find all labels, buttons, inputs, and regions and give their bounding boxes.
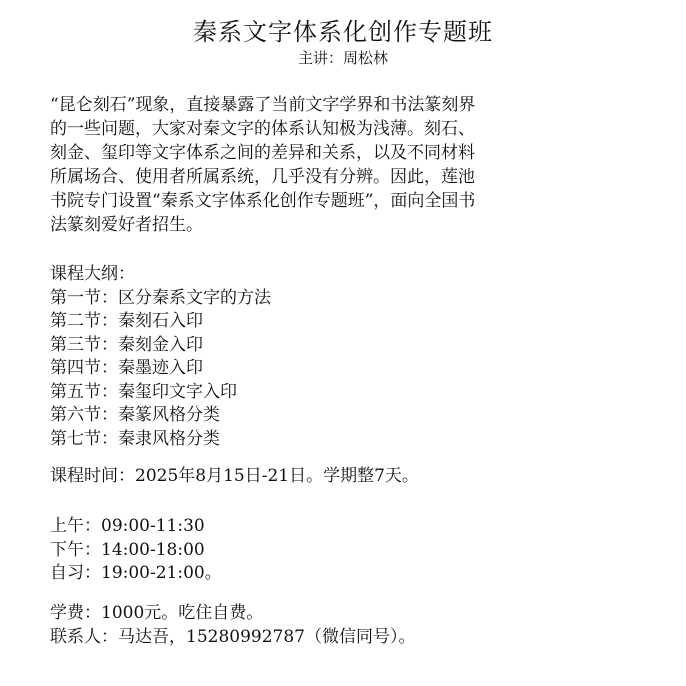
fees-contact <box>50 602 415 649</box>
intro-line: 法篆刻爱好者招生。 <box>50 215 203 235</box>
schedule-self-study: 自习：19:00-21:00。 <box>50 563 222 583</box>
contact-text: 联系人：马达吾，15280992787（微信同号）。 <box>50 626 416 647</box>
syllabus <box>50 263 271 451</box>
syllabus-section: 第二节：秦刻石入印 <box>50 311 203 331</box>
intro-line: 书院专门设置“秦系文字体系化创作专题班”，面向全国书 <box>50 191 476 211</box>
syllabus-section: 第四节：秦墨迹入印 <box>50 358 203 378</box>
intro-line: 所属场合、使用者所属系统，几乎没有分辨。因此，莲池 <box>50 167 475 187</box>
intro-line: 刻金、玺印等文字体系之间的差异和关系，以及不同材料 <box>50 143 475 163</box>
intro-paragraph <box>50 93 610 237</box>
tuition-text: 学费：1000元。吃住自费。 <box>50 603 264 623</box>
schedule-morning: 上午：09:00-11:30 <box>50 516 205 536</box>
syllabus-section: 第三节：秦刻金入印 <box>50 334 203 355</box>
page-title: 秦系文字体系化创作专题班 <box>193 18 493 46</box>
syllabus-section: 第一节：区分秦系文字的方法 <box>50 287 271 308</box>
syllabus-section: 第五节：秦玺印文字入印 <box>50 381 237 402</box>
course-time-text: 课程时间：2025年8月15日-21日。学期整7天。 <box>50 466 419 486</box>
schedule-afternoon: 下午：14:00-18:00 <box>50 539 205 560</box>
daily-schedule <box>50 515 222 586</box>
syllabus-section: 第六节：秦篆风格分类 <box>50 405 220 425</box>
syllabus-section: 第七节：秦隶风格分类 <box>50 428 220 449</box>
syllabus-heading: 课程大纲： <box>50 264 135 284</box>
intro-line: “昆仑刻石”现象，直接暴露了当前文字学界和书法篆刻界 <box>50 95 476 115</box>
speaker-line: 主讲：周松林 <box>297 49 388 67</box>
intro-line: 的一些问题，大家对秦文字的体系认知极为浅薄。刻石、 <box>50 119 475 139</box>
course-time <box>50 465 419 489</box>
